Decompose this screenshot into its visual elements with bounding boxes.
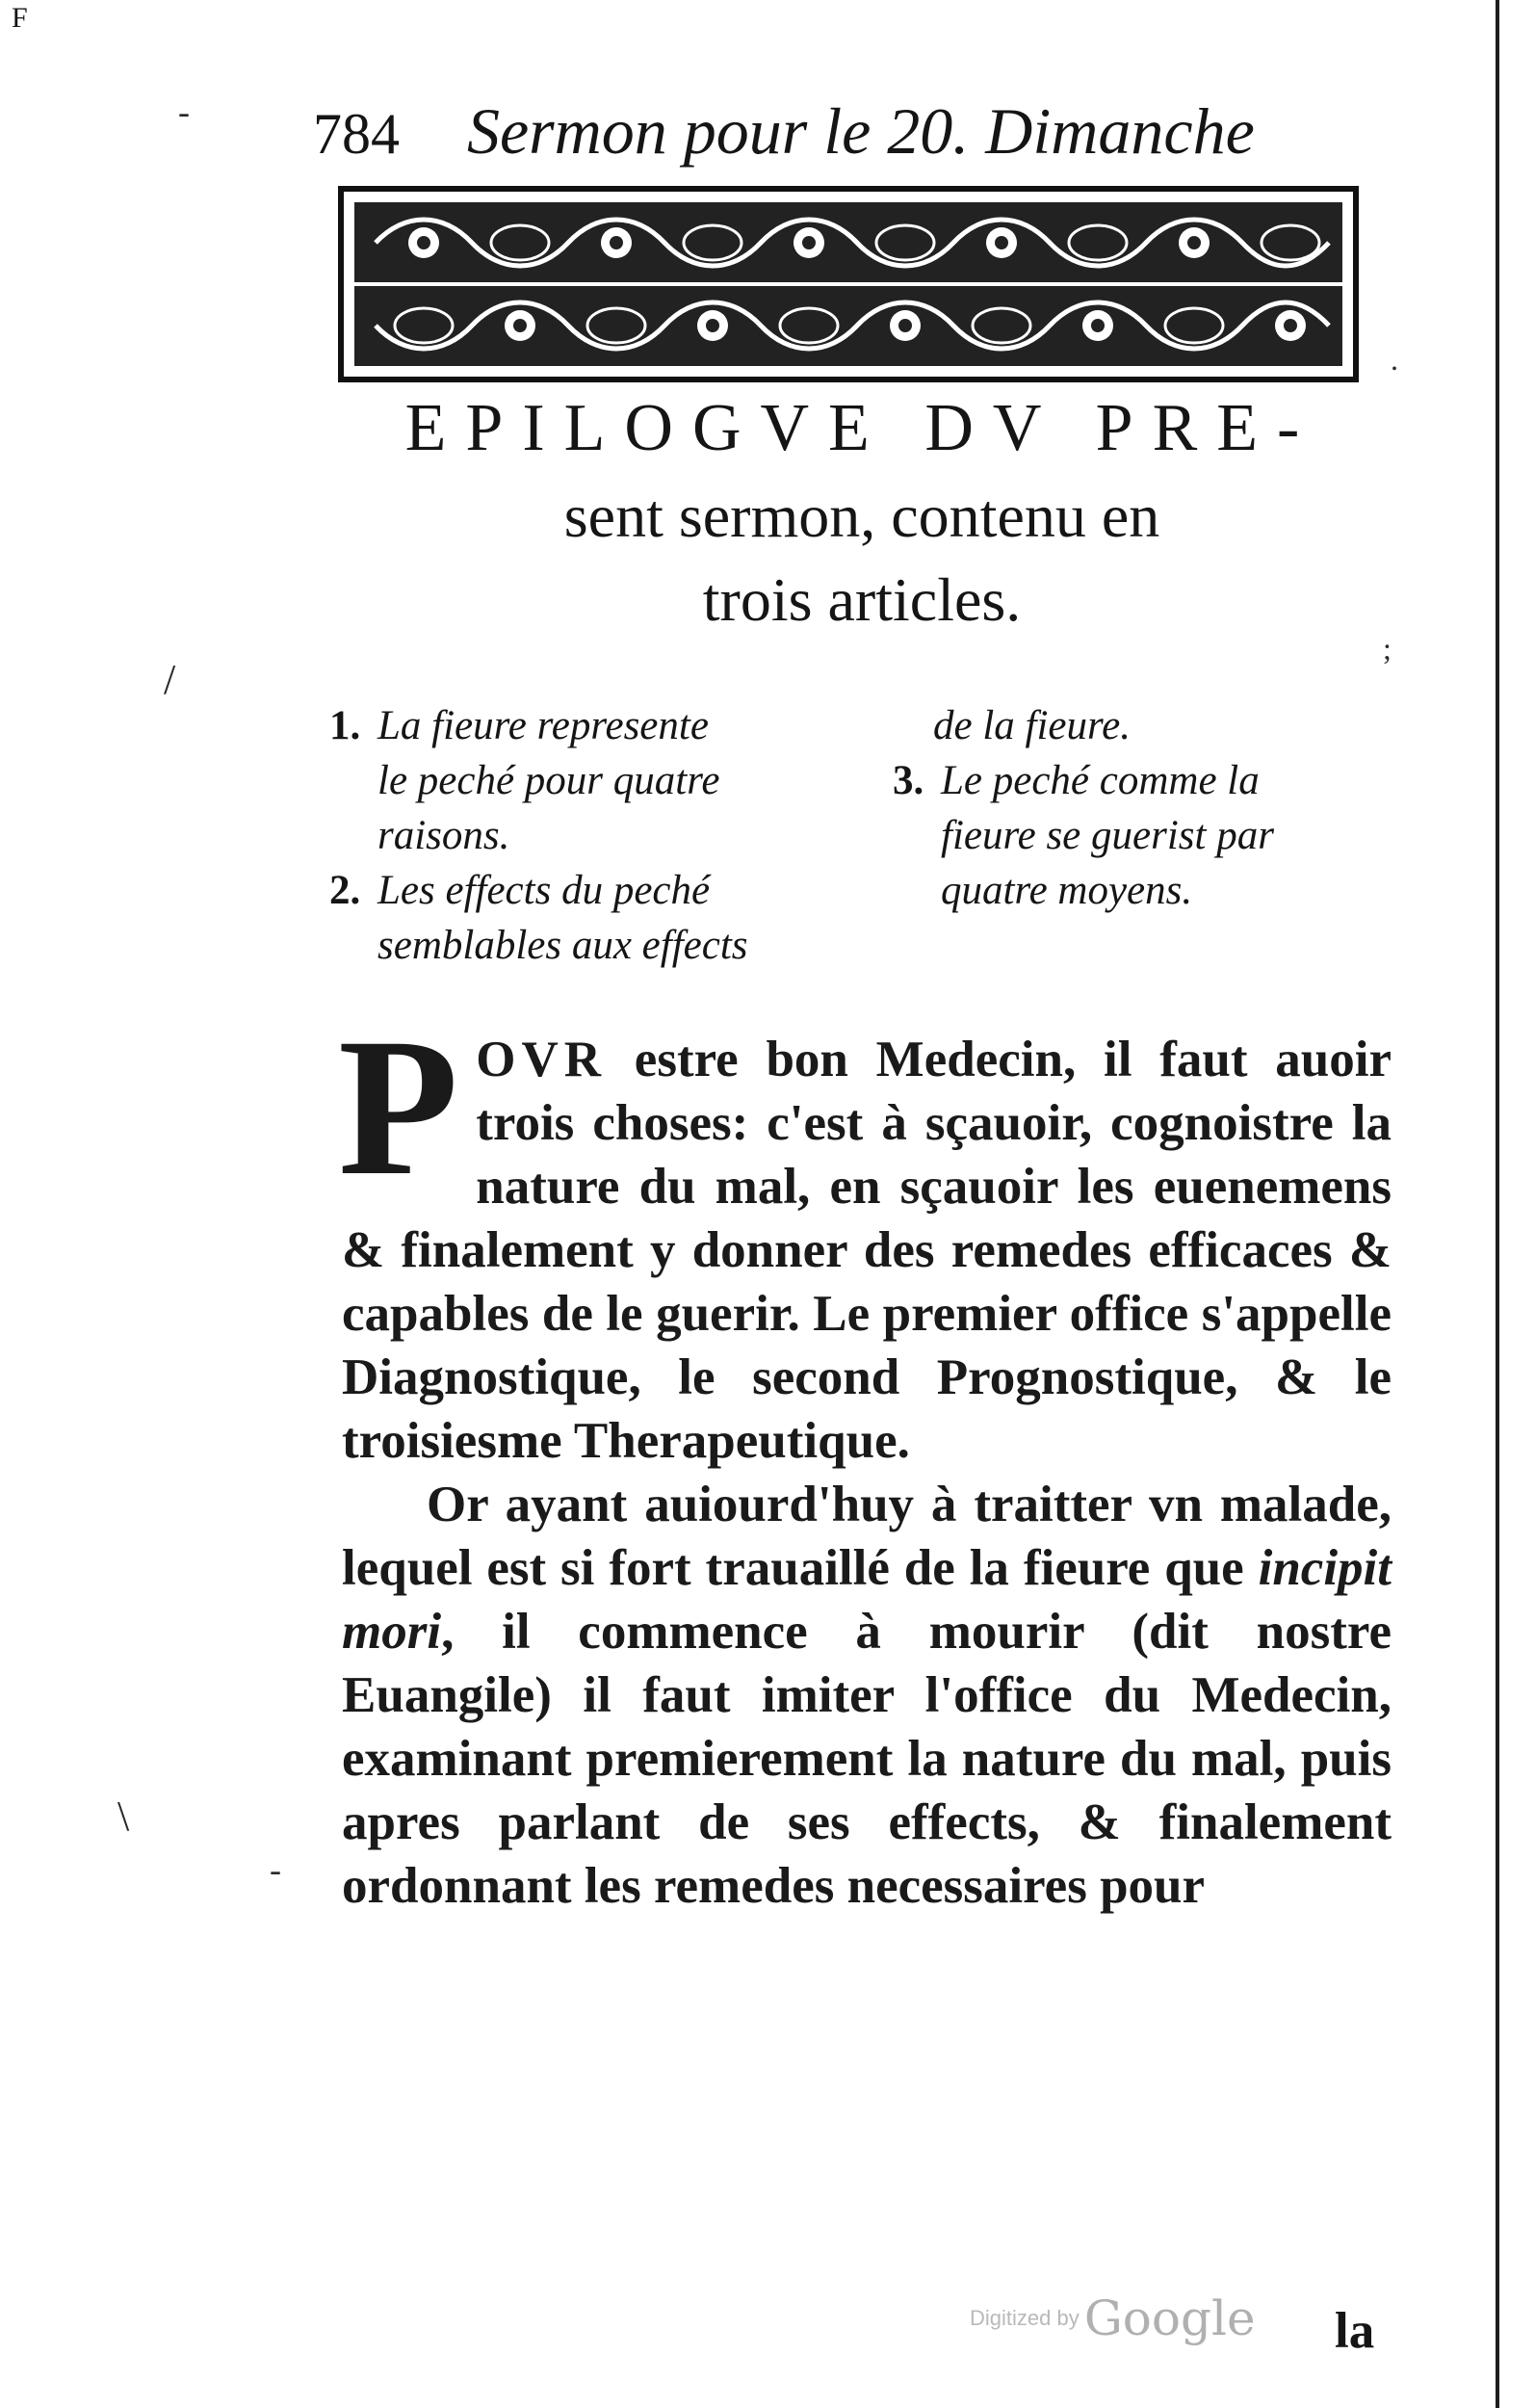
- paragraph-text: , il commence à mourir (dit nostre Euangile) il faut imiter l'office du Medecin, examinant premierement la nature du mal, puis apres parlant de ses effects, & finalement ordonnant les remedes necessaires pour: [342, 1604, 1392, 1914]
- article-number: 1.: [329, 703, 361, 748]
- watermark-prefix: Digitized by: [970, 2306, 1080, 2330]
- article-item: [329, 863, 830, 973]
- page-number: 784: [313, 102, 400, 166]
- paragraph-text: Or ayant auiourd'huy à traitter vn malade, lequel est si fort trauaillé de la fieure que: [342, 1477, 1392, 1596]
- article-item: [329, 698, 830, 863]
- article-text: raisons.: [377, 813, 510, 858]
- article-text: Le peché comme la: [941, 758, 1260, 803]
- margin-mark: ;: [1383, 631, 1392, 666]
- margin-mark: \: [117, 1793, 130, 1840]
- article-text: La fieure represente: [377, 703, 709, 748]
- article-text: Les effects du peché: [377, 868, 711, 913]
- title-line-3: trois articles.: [702, 565, 1022, 634]
- articles-summary: [329, 698, 1389, 1007]
- watermark-brand: Google: [1083, 2290, 1256, 2346]
- running-head: Sermon pour le 20. Dimanche: [467, 94, 1255, 168]
- drop-cap: P: [338, 998, 459, 1217]
- latin-quote: incipit mori: [342, 1540, 1392, 1660]
- corner-mark: F: [12, 2, 28, 34]
- margin-mark: -: [270, 1850, 281, 1889]
- article-text: quatre moyens.: [941, 868, 1193, 913]
- paragraph-text: estre bon Medecin, il faut auoir trois choses: c'est à sçauoir, cognoistre la nature du mal, en sçauoir les euenemens & finalement y donner des remedes efficaces & capables de le guerir. Le premier office s'appelle Diagnostique, le second Prognostique, & le troisiesme Therapeutique.: [342, 1032, 1392, 1469]
- margin-mark: /: [164, 656, 176, 703]
- article-item: [893, 698, 1393, 753]
- article-number: 3.: [893, 758, 924, 803]
- article-text: de la fieure.: [933, 703, 1131, 748]
- article-number: 2.: [329, 868, 361, 913]
- article-text: le peché pour quatre: [377, 758, 720, 803]
- margin-mark: .: [1391, 342, 1398, 377]
- paragraph: [338, 998, 1392, 1473]
- article-item: [893, 753, 1393, 918]
- summary-column-right: [893, 698, 1393, 1007]
- page-header: [313, 92, 1295, 179]
- catchword: la: [1335, 2303, 1375, 2359]
- article-text: fieure se guerist par: [941, 813, 1274, 858]
- ornament-headpiece: [337, 183, 1360, 385]
- page-edge-line: [1496, 0, 1499, 2408]
- body-text: [338, 998, 1392, 1918]
- summary-column-left: [329, 698, 830, 1007]
- title-line-1: EPILOGVE DV PRE-: [404, 391, 1319, 465]
- paragraph: [342, 1473, 1392, 1918]
- digitization-watermark: [970, 2290, 1288, 2348]
- margin-mark: -: [178, 92, 190, 131]
- small-caps-word: OVR: [476, 1032, 608, 1087]
- article-text: semblables aux effects: [377, 923, 748, 968]
- title-line-2: sent sermon, contenu en: [563, 482, 1160, 550]
- section-title: [318, 385, 1406, 665]
